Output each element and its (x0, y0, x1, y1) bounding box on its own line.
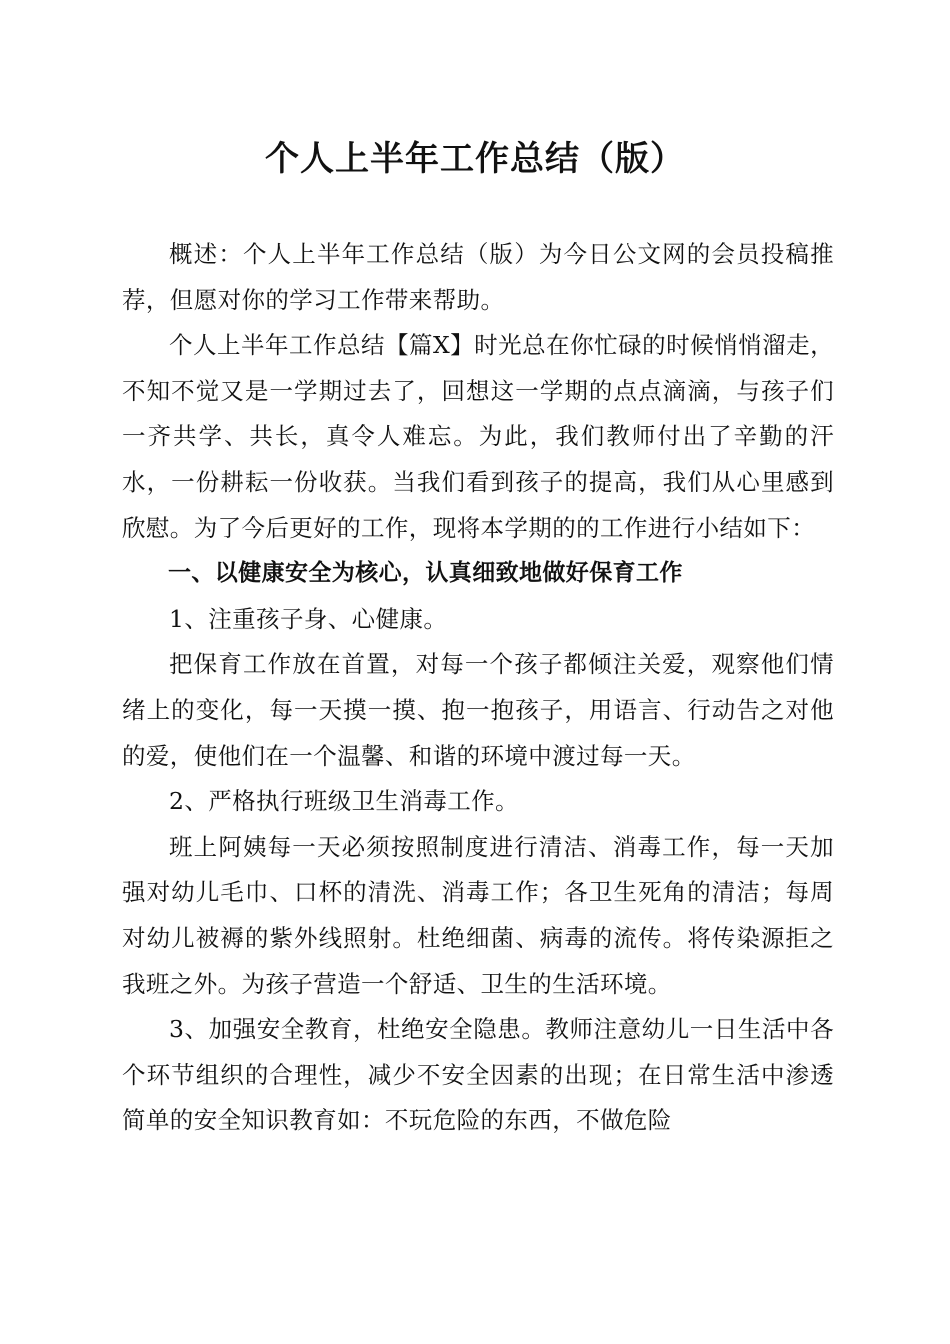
summary-paragraph: 概述：个人上半年工作总结（版）为今日公文网的会员投稿推荐，但愿对你的学习工作带来帮助。 (122, 240, 834, 314)
body-paragraph-2: 班上阿姨每一天必须按照制度进行清洁、消毒工作，每一天加强对幼儿毛巾、口杯的清洗、消毒工作；各卫生死角的清洁；每周对幼儿被褥的紫外线照射。杜绝细菌、病毒的流传。将传染源拒之我班之外。为孩子营造一个舒适、卫生的生活环境。 (122, 832, 834, 998)
section-heading: 一、以健康安全为核心，认真细致地做好保育工作 (168, 560, 683, 587)
body-paragraph-3: 3、加强安全教育，杜绝安全隐患。教师注意幼儿一日生活中各个环节组织的合理性，减少不安全因素的出现；在日常生活中渗透简单的安全知识教育如：不玩危险的东西，不做危险 (122, 1015, 834, 1135)
document-title: 个人上半年工作总结（版） (265, 139, 685, 179)
body-paragraph-1: 把保育工作放在首置，对每一个孩子都倾注关爱，观察他们情绪上的变化，每一天摸一摸、抱一抱孩子，用语言、行动告之对他的爱，使他们在一个温馨、和谐的环境中渡过每一天。 (122, 650, 834, 770)
subheading-2: 2、严格执行班级卫生消毒工作。 (169, 787, 519, 816)
subheading-1: 1、注重孩子身、心健康。 (169, 604, 448, 633)
document-body (122, 232, 834, 1144)
intro-paragraph: 个人上半年工作总结【篇X】时光总在你忙碌的时候悄悄溜走，不知不觉又是一学期过去了，回想这一学期的点点滴滴，与孩子们一齐共学、共长，真令人难忘。为此，我们教师付出了辛勤的汗水，一份耕耘一份收获。当我们看到孩子的提高，我们从心里感到欣慰。为了今后更好的工作，现将本学期的的工作进行小结如下： (122, 331, 834, 542)
